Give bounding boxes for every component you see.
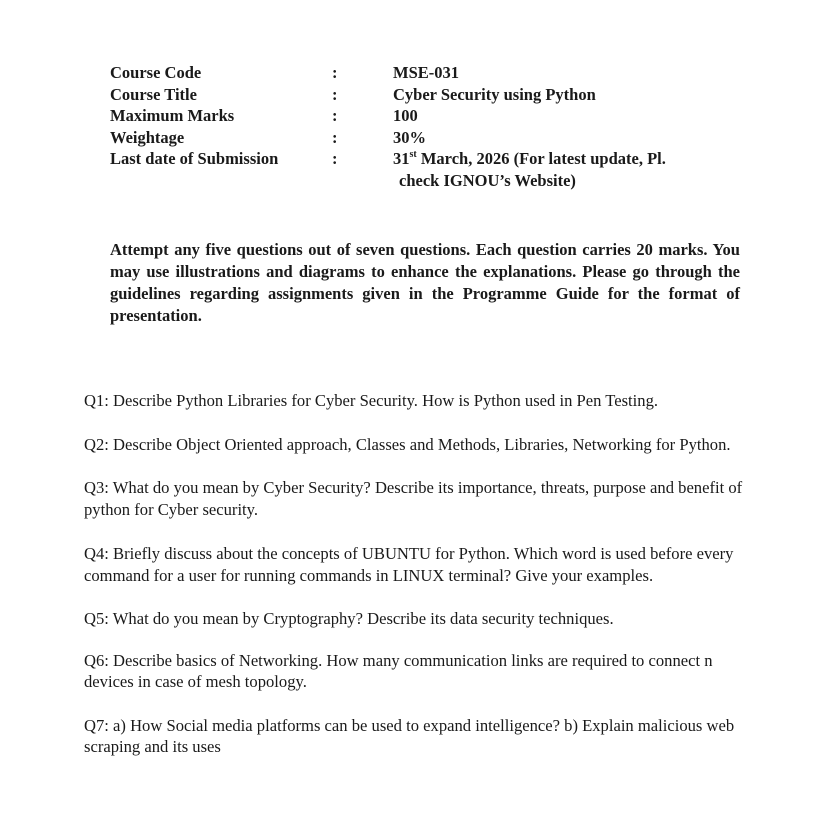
course-details [110,62,750,192]
weightage-row [110,127,750,149]
weightage-value: 30% [393,127,426,147]
question-list [84,390,762,758]
submission-date-value [393,148,750,170]
submission-note-continuation: check IGNOU’s Website) [399,170,576,190]
question-4: Q4: Briefly discuss about the concepts of UBUNTU for Python. Which word is used before every command for a user for running commands in LINUX terminal? Give your examples. [84,544,734,585]
submission-date-label: Last date of Submission [110,149,279,169]
ordinal-suffix: st [409,148,417,160]
course-code-label: Course Code [110,63,202,82]
question-2: Q2: Describe Object Oriented approach, Classes and Methods, Libraries, Networking for Python. [84,434,731,454]
separator: : [332,84,338,104]
question-6: Q6: Describe basics of Networking. How many communication links are required to connect n devices in case of mesh topology. [84,650,713,691]
maximum-marks-row [110,105,750,127]
course-title-value: Cyber Security using Python [393,84,596,104]
course-code-row [110,62,750,84]
submission-day: 31 [393,149,410,169]
instructions-paragraph: Attempt any five questions out of seven questions. Each question carries 20 marks. You may use illustrations and diagrams to enhance the explanations. Please go through the guidelines regarding assignments given in the Programme Guide for the format of presentation. [110,240,740,325]
course-code-value: MSE-031 [393,63,459,82]
maximum-marks-label: Maximum Marks [110,106,235,126]
separator: : [332,106,338,126]
separator: : [332,127,338,147]
question-5: Q5: What do you mean by Cryptography? Describe its data security techniques. [84,609,614,628]
weightage-label: Weightage [110,127,185,147]
question-1: Q1: Describe Python Libraries for Cyber Security. How is Python used in Pen Testing. [84,391,659,410]
submission-date-text: March, 2026 (For latest update, Pl. [416,149,666,169]
submission-date-row [110,148,750,170]
question-3: Q3: What do you mean by Cyber Security? Describe its importance, threats, purpose and benefit of python for Cyber security. [84,478,743,519]
maximum-marks-value: 100 [393,106,418,126]
course-title-row [110,84,750,106]
question-7: Q7: a) How Social media platforms can be used to expand intelligence? b) Explain malicious web scraping and its uses [84,715,735,756]
separator: : [332,63,338,82]
course-title-label: Course Title [110,84,197,104]
separator: : [332,149,338,169]
